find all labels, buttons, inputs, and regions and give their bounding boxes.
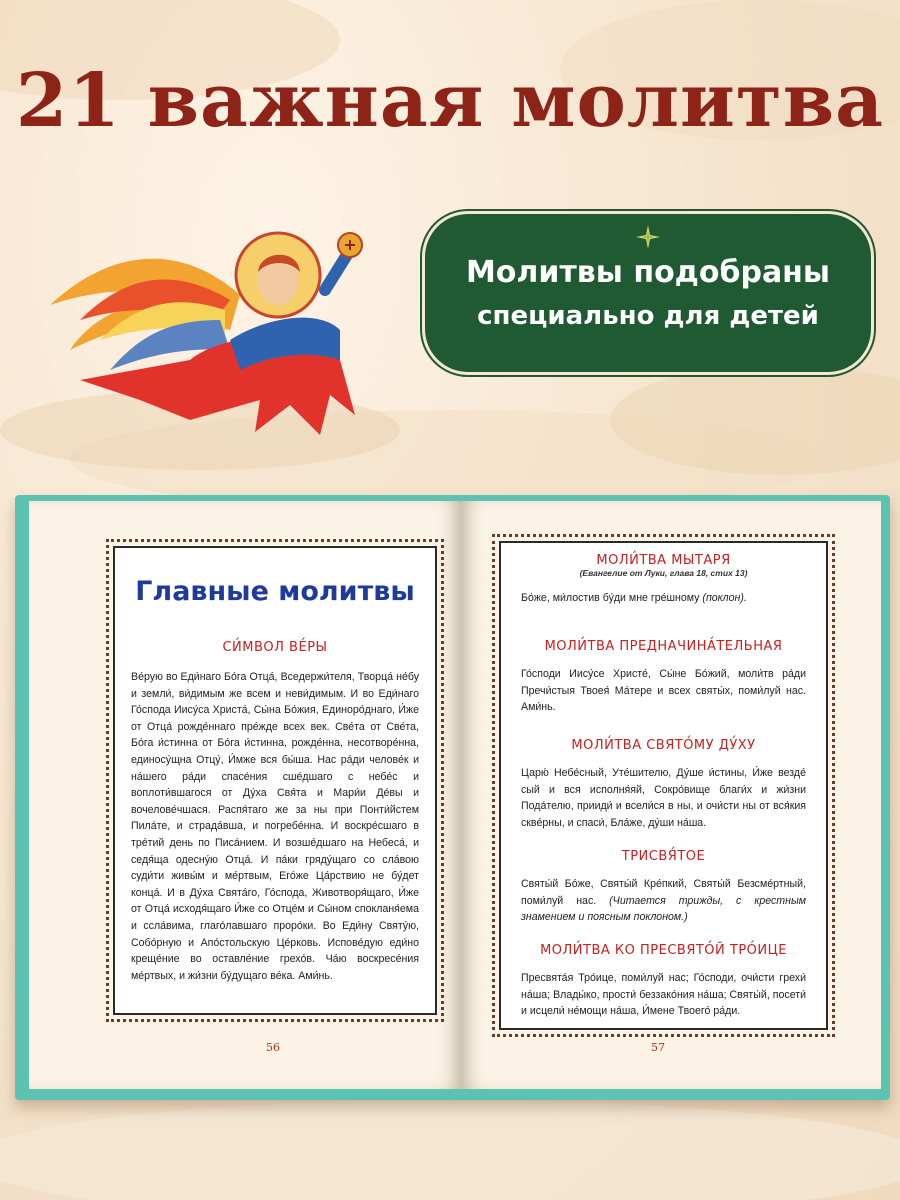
prayer-note: (Читается трижды, с крестным знамением и поясным поклоном.) xyxy=(521,894,807,924)
page-number-right: 57 xyxy=(651,1041,665,1054)
prayer-subtitle: (Евангелие от Луки, глава 18, стих 13) xyxy=(579,568,748,578)
badge-line-2: специально для детей xyxy=(477,301,819,331)
prayer-text: Го́споди Иису́се Христе́, Сы́не Бо́жий, моли́тв ра́ди Пречи́стыя Твоея́ Ма́тере и всех святы́х, поми́луй нас. Ами́нь. xyxy=(521,668,806,714)
page-number-left: 56 xyxy=(266,1041,280,1054)
badge-kids-prayers xyxy=(428,217,868,369)
left-page-heading: Главные молитвы xyxy=(135,576,415,607)
open-book xyxy=(15,495,890,1100)
angel-illustration-icon xyxy=(40,210,370,450)
prayer-title: МОЛИ́ТВА СВЯТО́МУ ДУ́ХУ xyxy=(571,738,756,753)
prayer-holy-trinity xyxy=(521,943,806,1020)
right-page xyxy=(461,501,881,1089)
prayer-text: Святы́й Бо́же, Святы́й Кре́пкий, Святы́й Безсме́ртный, поми́луй нас. (Читается трижды, с крестным знамением и поясным поклоном.) xyxy=(521,878,807,924)
right-page-frame xyxy=(499,541,828,1030)
prayer-title: МОЛИ́ТВА ПРЕДНАЧИНА́ТЕЛЬНАЯ xyxy=(544,639,783,654)
sparkle-icon xyxy=(634,223,662,251)
prayer-trisagion xyxy=(521,849,806,926)
prayer-text: Пресвята́я Тро́ице, поми́луй нас; Го́споди, очи́сти грехи́ на́ша; Влады́ко, прости́ беззако́ния на́ша; Святы́й, посети́ и исцели́ не́мощи на́ша, И́мене Твоего́ ра́ди. xyxy=(521,972,806,1018)
prayer-text: Царю́ Небе́сный, Уте́шителю, Ду́ше и́стины, И́же везде́ сый и вся исполня́яй, Сокро́вище благи́х и жи́зни Пода́телю, прииди́ и всели́ся в ны, и очи́сти ны от вся́кия скве́рны, и спаси́, Бла́же, ду́ши на́ша. xyxy=(521,767,806,829)
prayer-note: (поклон). xyxy=(699,592,747,604)
prayer-title: МОЛИ́ТВА МЫТАРЯ xyxy=(596,553,731,568)
prayer-text: Бо́же, ми́лостив бу́ди мне гре́шному (поклон). xyxy=(521,592,747,604)
prayer-title: МОЛИ́ТВА КО ПРЕСВЯТО́Й ТРО́ИЦЕ xyxy=(540,943,787,958)
prayer-beginning xyxy=(521,639,806,716)
prayer-title: ТРИСВЯ́ТОЕ xyxy=(621,849,706,864)
creed-section xyxy=(131,640,419,984)
left-page-frame xyxy=(113,546,437,1015)
creed-text: Ве́рую во Еди́наго Бо́га Отца́, Вседержи́теля, Творца́ не́бу и земли́, ви́димым же всем и неви́димым. И во Еди́наго Го́спода Иису́са Христа́, Сы́на Бо́жия, Единоро́днаго, И́же от Отца́ рожде́ннаго пре́жде всех век. Све́та от Све́та, Бо́га и́стинна от Бо́га и́стинна, рожде́нна, несотворе́нна, единосу́щна Отцу́, И́мже вся бы́ша. Нас ра́ди челове́к и на́шего ра́ди спасе́ния сше́дшаго с небе́с и воплоти́вшагося от Ду́ха Свя́та и Мари́и Де́вы и вочелове́чшася. Распя́таго же за ны при Понти́йстем Пила́те, и страда́вша, и погребе́нна. И воскре́сшаго в тре́тий день по Писа́нием. И возше́дшаго на Небеса́, и седя́ща одесну́ю Отца́. И па́ки гряду́щаго со сла́вою суди́ти живы́м и ме́ртвым, Его́же Ца́рствию не бу́дет конца́. И в Ду́ха Свята́го, Го́спода, Животворя́щаго, И́же от Отца́ исходя́щаго И́же со Отце́м и Сы́ном спокланя́ема и ссла́вима, глаго́лавшаго проро́ки. Во Еди́ну Святу́ю, Собо́рную и Апо́стольскую Це́рковь. Испове́дую еди́но креще́ние во оставле́ние грехо́в. Ча́ю воскресе́ния ме́ртвых, и жи́зни бу́дущаго ве́ка. Ами́нь. xyxy=(131,671,419,982)
creed-title: СИ́МВОЛ ВЕ́РЫ xyxy=(222,640,328,655)
page-title: 21 важная молитва xyxy=(15,58,885,144)
left-page xyxy=(29,501,461,1089)
prayer-publican xyxy=(521,553,806,607)
prayer-holy-spirit xyxy=(521,738,806,831)
badge-line-1: Молитвы подобраны xyxy=(465,255,831,290)
